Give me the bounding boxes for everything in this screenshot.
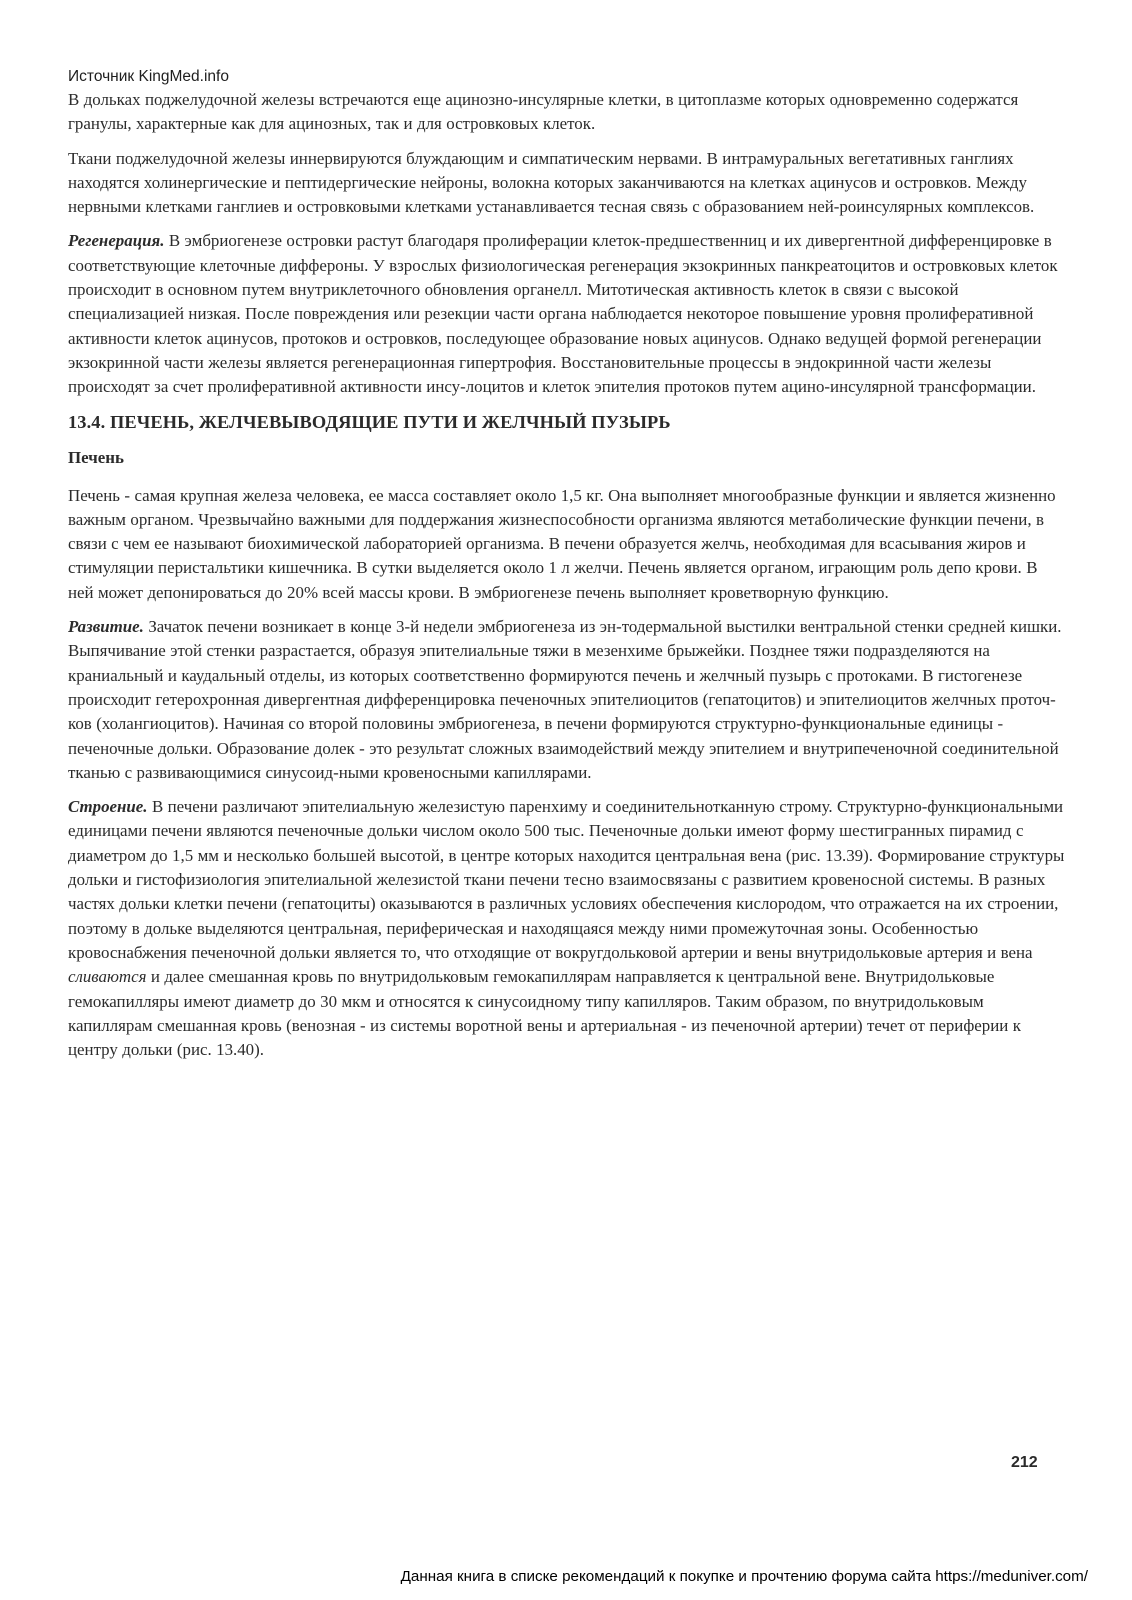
development-lead: Развитие. [68,617,144,637]
paragraph-acinar-insular: В дольках поджелудочной железы встречаются еще ацинозно-инсулярные клетки, в цитоплазме которых одновременно содержатся гранулы, характерные как для ацинозных, так и для островковых клеток. [68,90,1019,134]
structure-text-a: В печени различают эпителиальную железистую паренхиму и соединительнотканную строму. Структурно-функциональными единицами печени являются печеночные дольки числом около 500 тыс. Печеночные дольки имеют форму шестигранных пирамид с диаметром до 1,5 мм и несколько большей высотой, в центре которых находится центральная вена (рис. 13.39). Формирование структуры дольки и гистофизиология эпителиальной железистой ткани печени тесно взаимосвязаны с развитием кровеносной системы. В разных частях дольки клетки печени (гепатоциты) оказываются в различных условиях обеспечения кислородом, что отражается на их строении, поэтому в дольке выделяются центральная, периферическая и находящаяся между ними промежуточная зоны. Особенностью кровоснабжения печеночной дольки является то, что отходящие от вокругдольковой артерии и вены внутридольковые артерия и вена [68,797,1065,962]
structure-italic-word: сливаются [68,967,147,987]
source-header: Источник KingMed.info [68,68,229,85]
paragraph-development [68,615,1065,785]
development-text: Зачаток печени возникает в конце 3-й недели эмбриогенеза из эн-тодермальной выстилки вентральной стенки средней кишки. Выпячивание этой стенки разрастается, образуя эпителиальные тяжи в мезенхиме брыжейки. Позднее тяжи подразделяются на краниальный и каудальный отделы, из которых соответственно формируются печень и желчный пузырь с протоками. В гистогенезе происходит гетерохронная дивергентная дифференцировка печеночных эпителиоцитов (гепатоцитов) и эпителиоцитов желчных проточ-ков (холангиоцитов). Начиная со второй половины эмбриогенеза, в печени формируются структурно-функциональные единицы - печеночные дольки. Образование долек - это результат сложных взаимодействий между эпителием и внутрипеченочной соединительной тканью с развивающимися синусоид-ными кровеносными капиллярами. [68,617,1062,782]
structure-lead: Строение. [68,797,148,817]
section-title: 13.4. ПЕЧЕНЬ, ЖЕЛЧЕВЫВОДЯЩИЕ ПУТИ И ЖЕЛЧНЫЙ ПУЗЫРЬ [68,411,671,432]
page-number: 212 [1011,1454,1038,1471]
footer-recommendation: Данная книга в списке рекомендаций к покупке и прочтению форума сайта https://meduniver.com/ [400,1568,1088,1585]
paragraph-structure [68,795,1065,1062]
regeneration-text: В эмбриогенезе островки растут благодаря пролиферации клеток-предшественниц и их дивергентной дифференцировке в соответствующие клеточные диффероны. У взрослых физиологическая регенерация экзокринных панкреатоцитов и островковых клеток происходит в основном путем внутриклеточного обновления органелл. Митотическая активность клеток в связи с высокой специализацией низкая. После повреждения или резекции части органа наблюдается некоторое повышение уровня пролиферативной активности клеток ацинусов, протоков и островков, последующее образование новых ацинусов. Однако ведущей формой регенерации экзокринной части железы является регенерационная гипертрофия. Восстановительные процессы в эндокринной части железы происходят за счет пролиферативной активности инсу-лоцитов и клеток эпителия протоков путем ацино-инсулярной трансформации. [68,231,1058,397]
paragraph-liver-intro: Печень - самая крупная железа человека, ее масса составляет около 1,5 кг. Она выполняет многообразные функции и является жизненно важным органом. Чрезвычайно важными для поддержания жизнеспособности организма являются метаболические функции печени, в связи с чем ее называют биохимической лабораторией организма. В печени образуется желчь, необходимая для всасывания жиров и стимуляции перистальтики кишечника. В сутки выделяется около 1 л желчи. Печень является органом, играющим роль депо крови. В ней может депонироваться до 20% всей массы крови. В эмбриогенезе печень выполняет кроветворную функцию. [68,485,1056,602]
paragraph-innervation: Ткани поджелудочной железы иннервируются блуждающим и симпатическим нервами. В интрамуральных вегетативных ганглиях находятся холинергические и пептидергические нейроны, волокна которых заканчиваются на клетках ацинусов и островков. Между нервными клетками ганглиев и островковыми клетками устанавливается тесная связь с образованием ней-роинсулярных комплексов. [68,148,1035,217]
regeneration-lead: Регенерация. [68,231,165,251]
paragraph-regeneration [68,229,1065,399]
structure-text-b: и далее смешанная кровь по внутридольковым гемокапиллярам направляется к центральной вене. Внутридольковые гемокапилляры имеют диаметр до 30 мкм и относятся к синусоидному типу капилляров. Таким образом, по внутридольковым капиллярам смешанная кровь (венозная - из системы воротной вены и артериальная - из печеночной артерии) течет от периферии к центру дольки (рис. 13.40). [68,967,1021,1060]
document-page [68,66,1065,1072]
section-subtitle: Печень [68,447,124,467]
